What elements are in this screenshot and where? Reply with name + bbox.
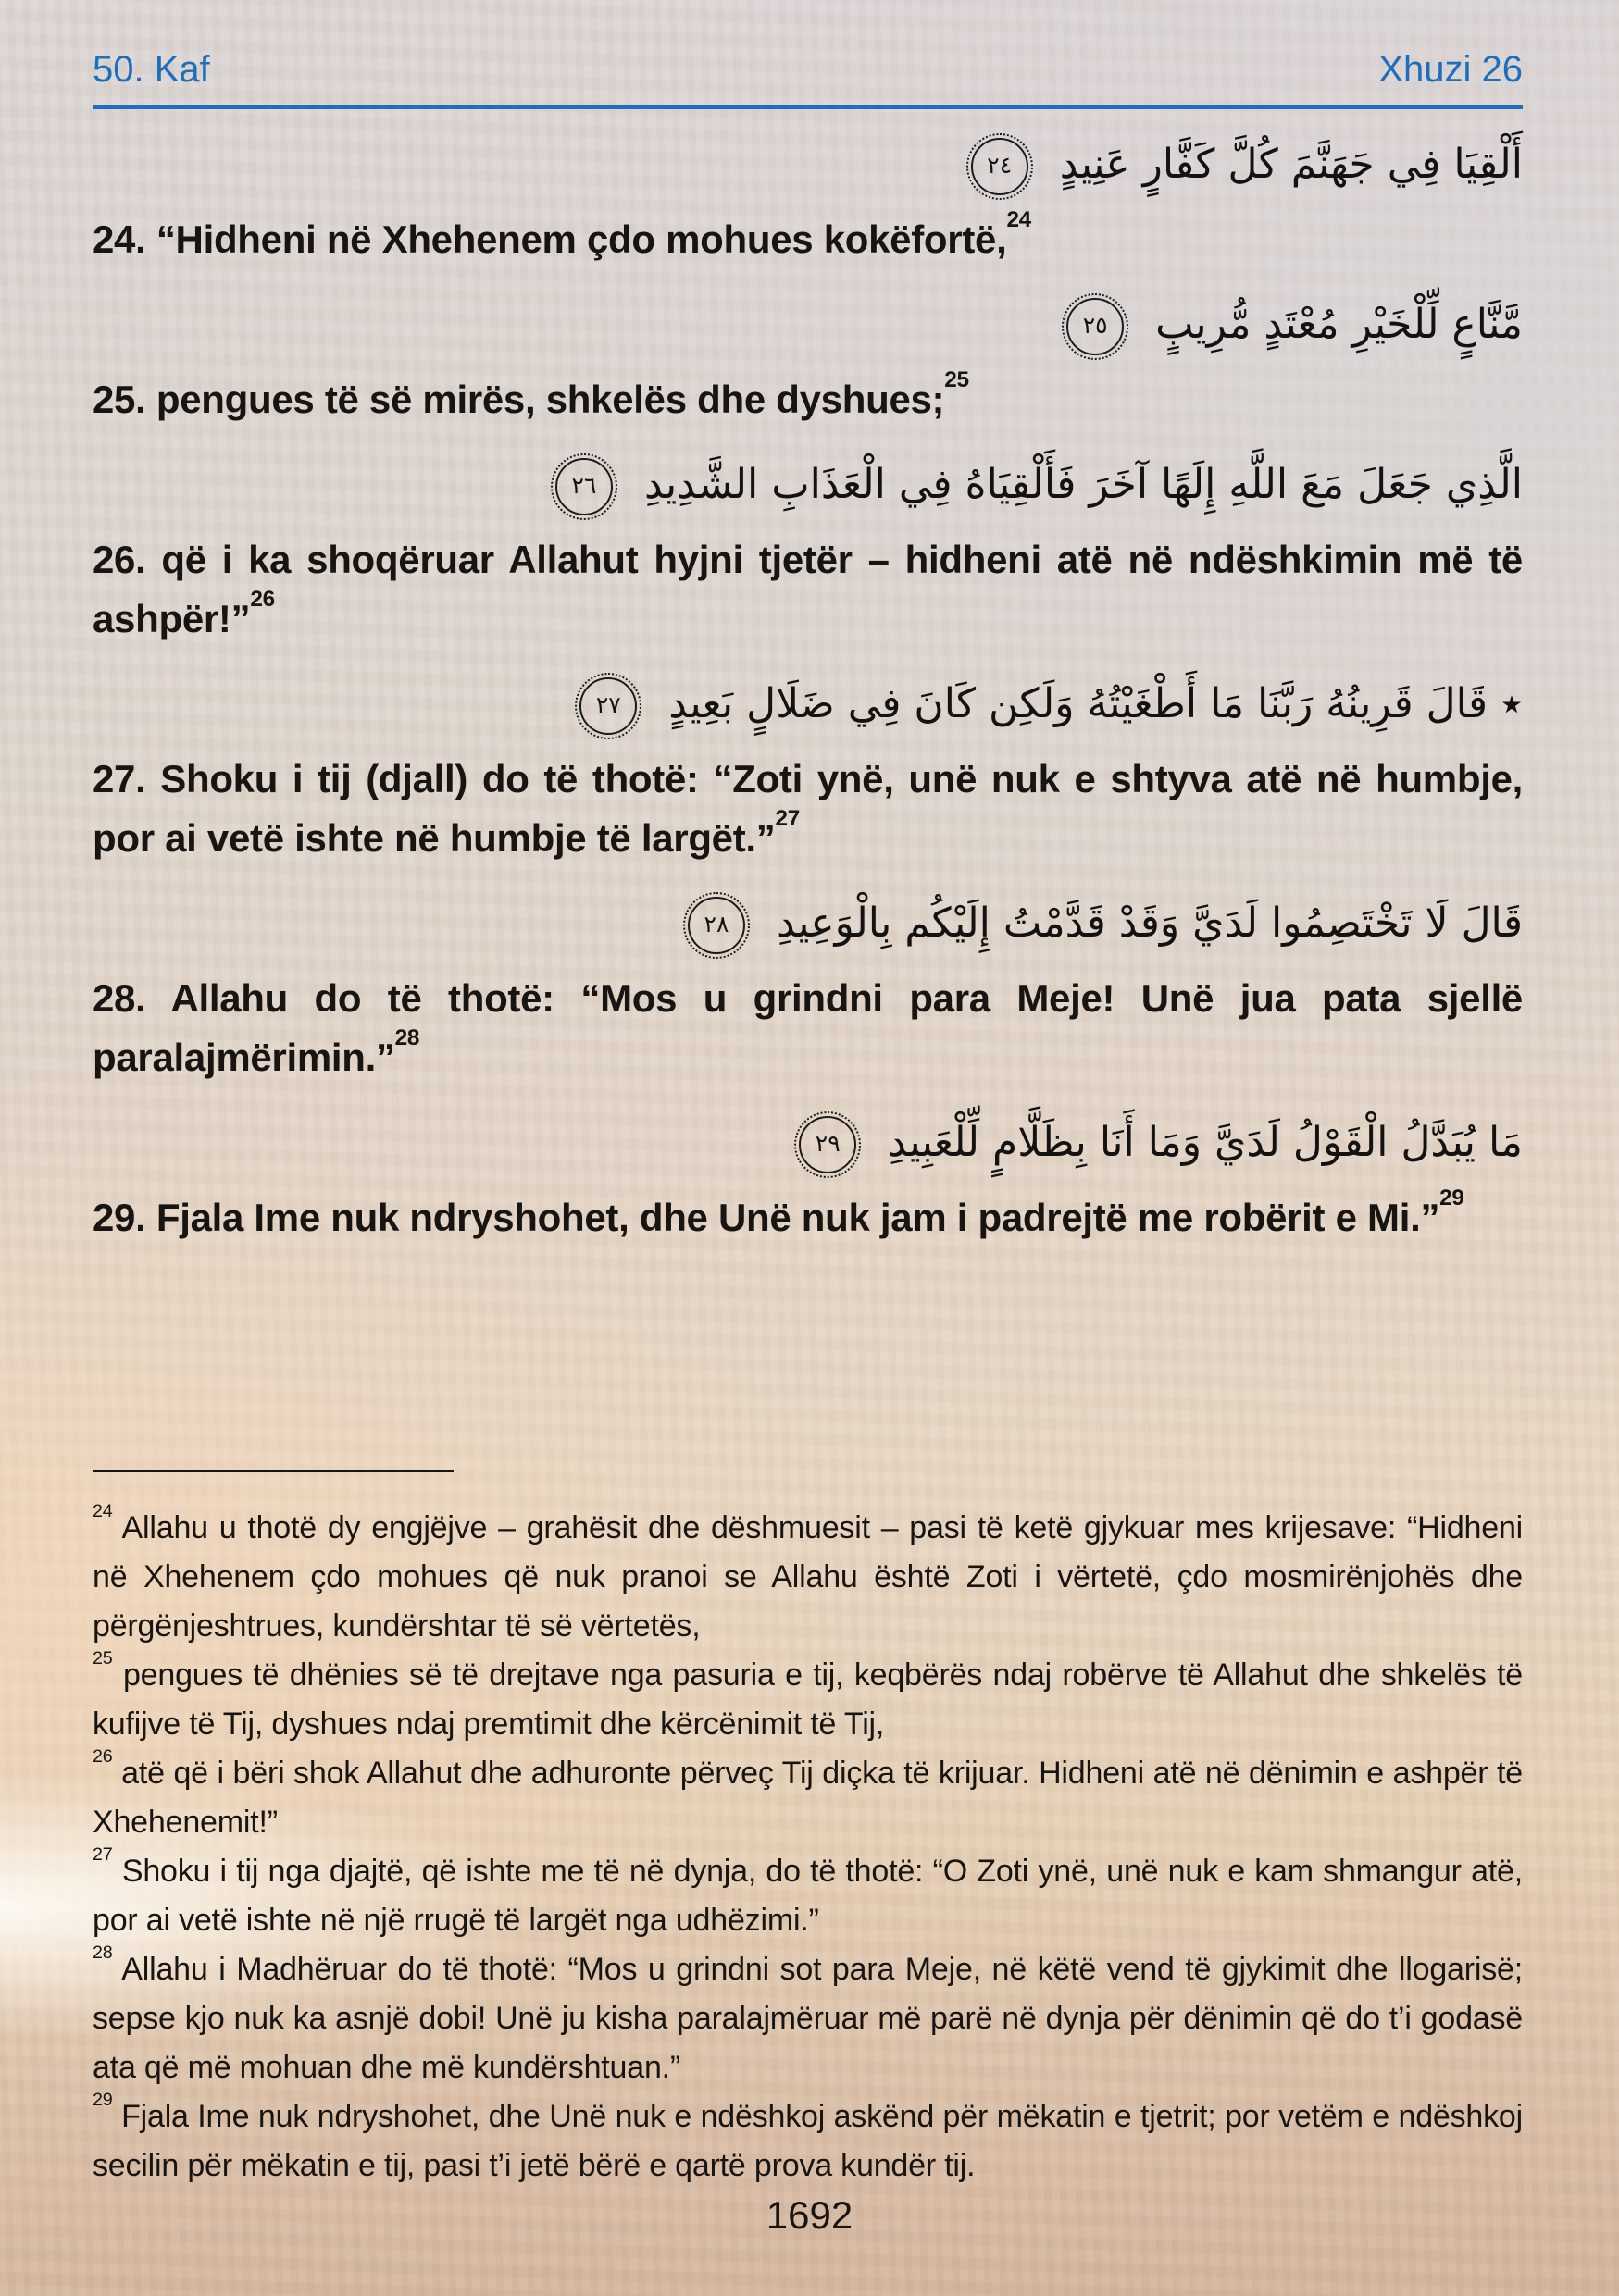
footnote-ref: 29: [1439, 1185, 1464, 1210]
footnote-ref: 27: [775, 805, 800, 831]
translation-verse-29: [93, 1185, 1523, 1247]
translation-verse-26: [93, 530, 1523, 649]
footnotes-section: [93, 1470, 1523, 2191]
footnote-number: 29: [93, 2089, 113, 2110]
arabic-verse-29: [93, 1102, 1523, 1183]
page-number: 1692: [766, 2193, 853, 2237]
footnote-number: 26: [93, 1745, 113, 1767]
translation-verse-24: [93, 206, 1523, 269]
ayah-end-marker: ٢٩: [799, 1116, 856, 1173]
verses-section: [93, 124, 1523, 1247]
ayah-end-marker: ٢٨: [688, 897, 745, 954]
footnote-number: 24: [93, 1500, 113, 1521]
translation-text: 25. pengues të së mirës, shkelës dhe dyshues;: [93, 378, 945, 421]
arabic-text: مَّنَّاعٍ لِّلْخَيْرِ مُعْتَدٍ مُّرِيبٍ: [1155, 301, 1523, 348]
footnote-text: Shoku i tij nga djajtë, që ishte me të në dynja, do të thotë: “O Zoti ynë, unë nuk e kam shmangur atë, por ai vetë ishte në një rrugë të largët nga udhëzimi.”: [93, 1854, 1523, 1938]
arabic-text: ٭ قَالَ قَرِينُهُ رَبَّنَا مَا أَطْغَيْتُهُ وَلَكِن كَانَ فِي ضَلَالٍ بَعِيدٍ: [668, 680, 1523, 727]
footnote-number: 25: [93, 1647, 113, 1669]
arabic-text: أَلْقِيَا فِي جَهَنَّمَ كُلَّ كَفَّارٍ عَنِيدٍ: [1059, 141, 1523, 188]
footnote-text: pengues të dhënies së të drejtave nga pasuria e tij, keqbërës ndaj robërve të Allahut dhe shkelës të kufijve të Tij, dyshues ndaj premtimit dhe kërcënimit të Tij,: [93, 1657, 1523, 1742]
arabic-text: مَا يُبَدَّلُ الْقَوْلُ لَدَيَّ وَمَا أَنَا بِظَلَّامٍ لِّلْعَبِيدِ: [888, 1119, 1523, 1166]
footnote-ref: 24: [1006, 206, 1031, 232]
arabic-verse-26: [93, 444, 1523, 525]
footnote-ref: 25: [944, 366, 969, 392]
footnote-27: [93, 1843, 1523, 1945]
footnote-29: [93, 2089, 1523, 2191]
surah-title: 50. Kaf: [93, 49, 210, 90]
arabic-verse-24: [93, 124, 1523, 205]
footnote-25: [93, 1647, 1523, 1749]
footnote-ref: 26: [250, 586, 275, 612]
footnote-ref: 28: [394, 1024, 420, 1050]
translation-text: 29. Fjala Ime nuk ndryshohet, dhe Unë nuk jam i padrejtë me robërit e Mi.”: [93, 1196, 1440, 1239]
translation-verse-27: [93, 750, 1523, 868]
translation-verse-28: [93, 969, 1523, 1087]
translation-text: 24. “Hidheni në Xhehenem çdo mohues kokëfortë,: [93, 217, 1007, 261]
footnote-26: [93, 1745, 1523, 1847]
footnote-text: atë që i bëri shok Allahut dhe adhuronte përveç Tij diçka të krijuar. Hidheni atë në dënimin e ashpër të Xhehenemit!”: [93, 1756, 1523, 1840]
translation-text: 27. Shoku i tij (djall) do të thotë: “Zoti ynë, unë nuk e shtyva atë në humbje, por ai vetë ishte në humbje të largët.”: [93, 757, 1523, 860]
arabic-verse-28: [93, 883, 1523, 963]
page-header: [93, 48, 1523, 109]
translation-verse-25: [93, 366, 1523, 429]
ayah-end-marker: ٢٥: [1066, 298, 1124, 355]
footnote-number: 28: [93, 1942, 113, 1963]
footnote-24: [93, 1500, 1524, 1651]
footnote-number: 27: [93, 1843, 113, 1865]
footnote-separator: [93, 1470, 454, 1472]
juz-label: Xhuzi 26: [1378, 49, 1523, 90]
translation-text: 26. që i ka shoqëruar Allahut hyjni tjetër – hidheni atë në ndëshkimin më të ashpër!”: [93, 538, 1523, 640]
arabic-text: قَالَ لَا تَخْتَصِمُوا لَدَيَّ وَقَدْ قَدَّمْتُ إِلَيْكُم بِالْوَعِيدِ: [776, 900, 1523, 947]
footnote-28: [93, 1942, 1523, 2092]
arabic-verse-25: [93, 284, 1523, 365]
arabic-verse-27: [93, 664, 1523, 744]
ayah-end-marker: ٢٦: [555, 458, 613, 515]
ayah-end-marker: ٢٧: [579, 677, 637, 735]
footnote-text: Allahu i Madhëruar do të thotë: “Mos u grindni sot para Meje, në këtë vend të gjykimit dhe llogarisë; sepse kjo nuk ka asnjë dobi! Unë ju kisha paralajmëruar më parë në dynja për dënimin që do t’i godasë ata që më mohuan dhe më kundërshtuan.”: [93, 1952, 1523, 2085]
footnote-text: Fjala Ime nuk ndryshohet, dhe Unë nuk e ndëshkoj askënd për mëkatin e tjetrit; por vetëm e ndëshkoj secilin për mëkatin e tij, pasi t’i jetë bërë e qartë prova kundër tij.: [93, 2099, 1523, 2183]
arabic-text: الَّذِي جَعَلَ مَعَ اللَّهِ إِلَهًا آخَرَ فَأَلْقِيَاهُ فِي الْعَذَابِ الشَّدِيدِ: [643, 461, 1523, 508]
ayah-end-marker: ٢٤: [971, 138, 1028, 195]
translation-text: 28. Allahu do të thotë: “Mos u grindni para Meje! Unë jua pata sjellë paralajmërimin.”: [93, 976, 1523, 1079]
footnote-text: Allahu u thotë dy engjëjve – grahësit dhe dëshmuesit – pasi të ketë gjykuar mes krijesave: “Hidheni në Xhehenem çdo mohues që nuk pranoi se Allahu është Zoti i vërtetë, çdo mosmirënjohës dhe përgënjeshtrues, kundërshtar të së vërtetës,: [93, 1510, 1524, 1644]
